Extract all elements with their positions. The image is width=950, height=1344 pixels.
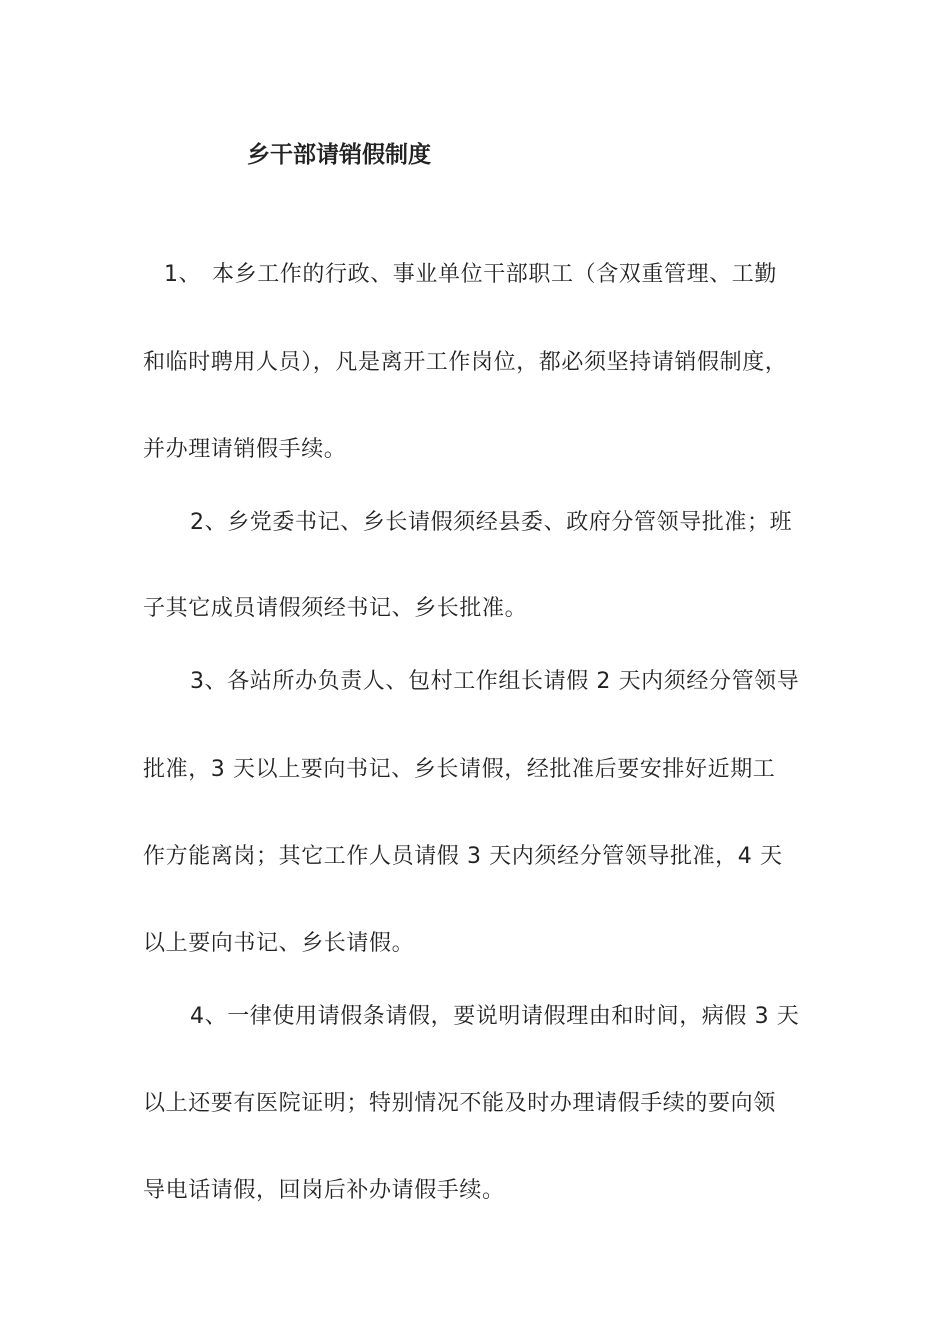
paragraph-2-line-2: 子其它成员请假须经书记、乡长批准。 [143,596,528,621]
paragraph-1-number: 1、 [164,262,202,287]
paragraph-1-text: 本乡工作的行政、事业单位干部职工（含双重管理、工勤 [212,262,778,287]
paragraph-3-line-4: 以上要向书记、乡长请假。 [143,931,415,956]
document-title: 乡干部请销假制度 [247,142,431,168]
paragraph-4-line-3: 导电话请假，回岗后补办请假手续。 [143,1178,505,1203]
paragraph-4-line-2: 以上还要有医院证明；特别情况不能及时办理请假手续的要向领 [143,1091,776,1116]
paragraph-4-line-1: 4、一律使用请假条请假，要说明请假理由和时间，病假 3 天 [190,1004,800,1029]
paragraph-3-line-2: 批准，3 天以上要向书记、乡长请假，经批准后要安排好近期工 [143,757,776,782]
paragraph-1-line-2: 和临时聘用人员），凡是离开工作岗位，都必须坚持请销假制度， [143,350,788,375]
paragraph-3-line-3: 作方能离岗；其它工作人员请假 3 天内须经分管领导批准，4 天 [143,844,783,869]
paragraph-2-line-1: 2、乡党委书记、乡长请假须经县委、政府分管领导批准；班 [190,510,793,535]
paragraph-1-line-3: 并办理请销假手续。 [143,437,347,462]
paragraph-1-line-1 [164,257,777,288]
paragraph-3-line-1: 3、各站所办负责人、包村工作组长请假 2 天内须经分管领导 [190,669,800,694]
